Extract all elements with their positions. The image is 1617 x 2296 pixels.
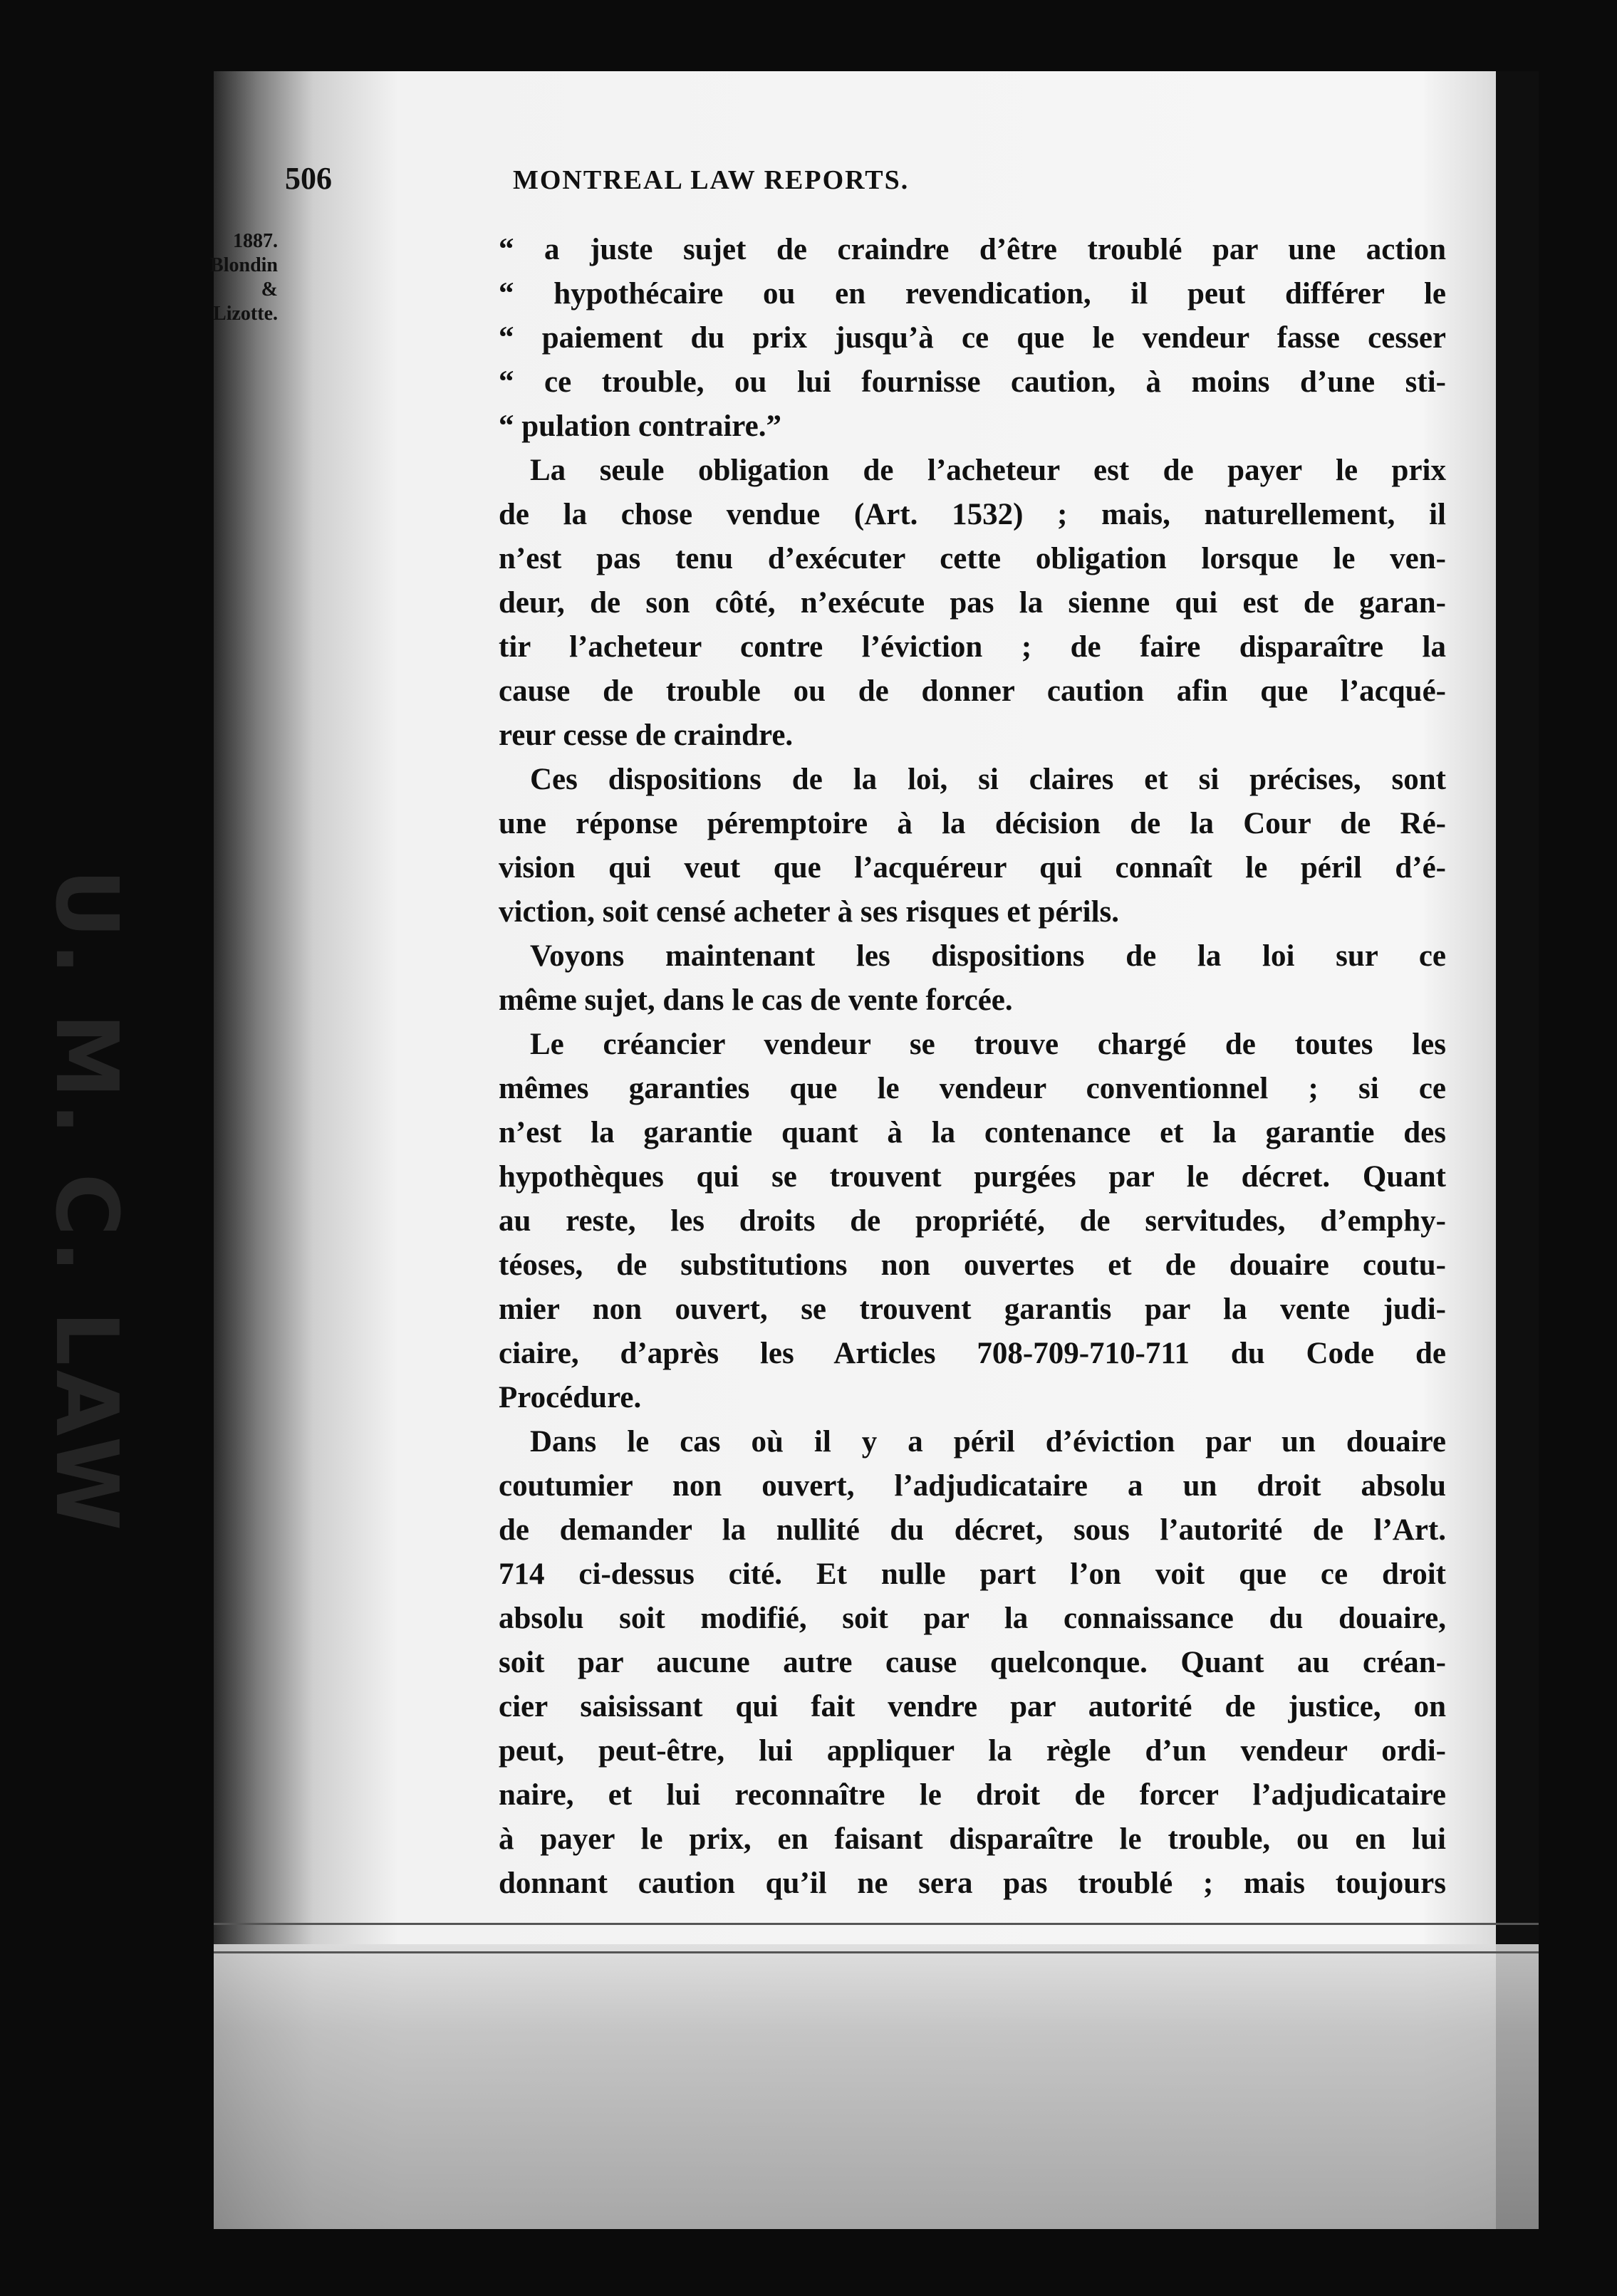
text-line: vision qui veut que l’acquéreur qui connaît le péril d’é- xyxy=(499,851,1446,885)
text-line: donnant caution qu’il ne sera pas troublé ; mais toujours xyxy=(499,1867,1446,1900)
scan-rule-line xyxy=(214,1923,1539,1925)
text-line: absolu soit modifié, soit par la connaissance du douaire, xyxy=(499,1602,1446,1635)
text-line: soit par aucune autre cause quelconque. Quant au créan- xyxy=(499,1646,1446,1679)
text-line: de la chose vendue (Art. 1532) ; mais, naturellement, il xyxy=(499,498,1446,531)
text-line: à payer le prix, en faisant disparaître le trouble, ou en lui xyxy=(499,1822,1446,1856)
page-header xyxy=(285,160,1453,203)
text-line: mier non ouvert, se trouvent garantis par la vente judi- xyxy=(499,1293,1446,1326)
text-line: une réponse péremptoire à la décision de la Cour de Ré- xyxy=(499,807,1446,840)
text-line: hypothèques qui se trouvent purgées par le décret. Quant xyxy=(499,1160,1446,1194)
text-line: au reste, les droits de propriété, de servitudes, d’emphy- xyxy=(499,1204,1446,1238)
text-line: “ hypothécaire ou en revendication, il peut différer le xyxy=(499,277,1446,311)
text-line: Voyons maintenant les dispositions de la loi sur ce xyxy=(530,939,1446,973)
text-line: naire, et lui reconnaître le droit de forcer l’adjudicataire xyxy=(499,1778,1446,1812)
text-line: n’est pas tenu d’exécuter cette obligation lorsque le ven- xyxy=(499,542,1446,575)
page-number: 506 xyxy=(285,161,332,196)
text-line: mêmes garanties que le vendeur conventionnel ; si ce xyxy=(499,1072,1446,1105)
text-line: peut, peut-être, lui appliquer la règle d’un vendeur ordi- xyxy=(499,1734,1446,1768)
text-line: “ a juste sujet de craindre d’être troublé par une action xyxy=(499,233,1446,266)
scan-rule-line xyxy=(214,1951,1539,1953)
scan-border xyxy=(1496,71,1539,2229)
text-line: La seule obligation de l’acheteur est de payer le prix xyxy=(530,454,1446,487)
text-line: 714 ci-dessus cité. Et nulle part l’on voit que ce droit xyxy=(499,1557,1446,1591)
text-line: de demander la nullité du décret, sous l’autorité de l’Art. xyxy=(499,1513,1446,1547)
running-head: MONTREAL LAW REPORTS. xyxy=(513,165,910,195)
margin-party-2: Lizotte. xyxy=(213,303,278,325)
text-line: n’est la garantie quant à la contenance et la garantie des xyxy=(499,1116,1446,1149)
margin-party-1: Blondin xyxy=(210,254,278,276)
text-line: viction, soit censé acheter à ses risques et périls. xyxy=(499,895,1120,929)
margin-ampersand: & xyxy=(261,278,278,301)
text-line: Procédure. xyxy=(499,1381,642,1414)
page-lower-shadow xyxy=(214,1944,1539,2229)
text-line: ciaire, d’après les Articles 708-709-710-711 du Code de xyxy=(499,1337,1446,1370)
text-line: Dans le cas où il y a péril d’éviction par un douaire xyxy=(530,1425,1446,1459)
margin-note xyxy=(164,229,278,326)
text-line: Ces dispositions de la loi, si claires et si précises, sont xyxy=(530,763,1446,796)
spine-stamp: U. M. C. LAW xyxy=(36,869,135,1535)
text-line: deur, de son côté, n’exécute pas la sienne qui est de garan- xyxy=(499,586,1446,620)
body-text xyxy=(499,228,1446,1906)
text-line: Le créancier vendeur se trouve chargé de toutes les xyxy=(530,1028,1446,1061)
margin-year: 1887. xyxy=(233,230,278,252)
text-line: reur cesse de craindre. xyxy=(499,719,794,752)
text-line: même sujet, dans le cas de vente forcée. xyxy=(499,983,1013,1017)
text-line: tir l’acheteur contre l’éviction ; de faire disparaître la xyxy=(499,630,1446,664)
text-line: coutumier non ouvert, l’adjudicataire a un droit absolu xyxy=(499,1469,1446,1503)
text-line: “ ce trouble, ou lui fournisse caution, à moins d’une sti- xyxy=(499,365,1446,399)
text-line: “ pulation contraire.” xyxy=(499,409,781,443)
text-line: téoses, de substitutions non ouvertes et de douaire coutu- xyxy=(499,1248,1446,1282)
text-line: “ paiement du prix jusqu’à ce que le vendeur fasse cesser xyxy=(499,321,1446,355)
text-line: cier saisissant qui fait vendre par autorité de justice, on xyxy=(499,1690,1446,1723)
text-line: cause de trouble ou de donner caution afin que l’acqué- xyxy=(499,674,1446,708)
